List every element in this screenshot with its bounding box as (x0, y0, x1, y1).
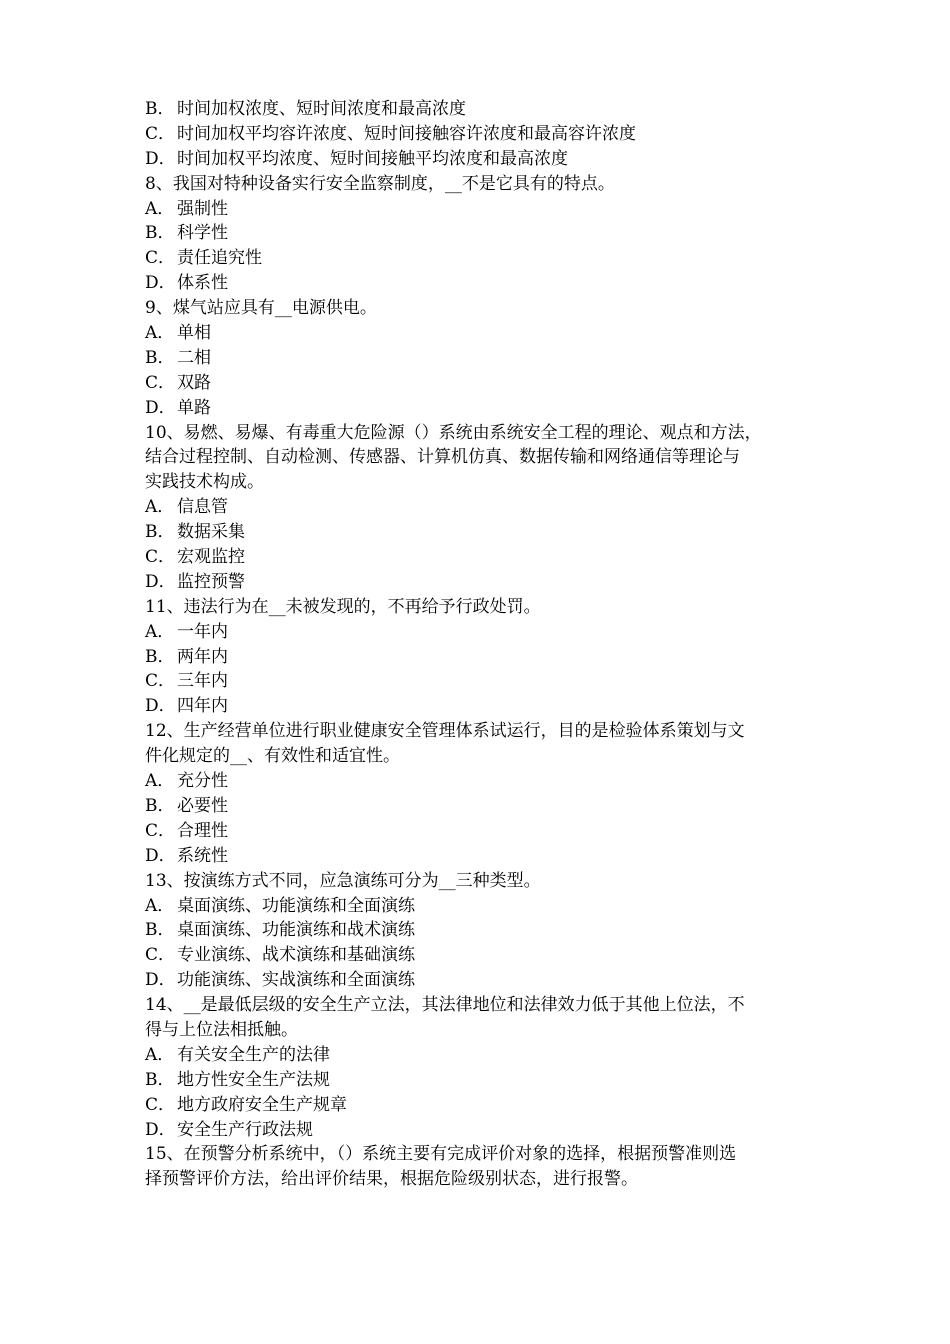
option-row (145, 794, 815, 819)
option-letter: C． (145, 820, 176, 841)
question-text-line: 13、按演练方式不同，应急演练可分为__三种类型。 (145, 870, 541, 891)
question-text-line: 14、__是最低层级的安全生产立法，其法律地位和法律效力低于其他上位法，不 (145, 995, 745, 1016)
option-text: 四年内 (177, 696, 228, 717)
question-text-line: 件化规定的__、有效性和适宜性。 (145, 746, 400, 767)
option-letter: D． (145, 696, 176, 717)
option-text: 双路 (177, 372, 211, 393)
option-text: 合理性 (177, 820, 228, 841)
option-row (145, 246, 815, 271)
option-letter: C． (145, 1094, 176, 1115)
option-row (145, 943, 815, 968)
option-letter: A． (145, 771, 175, 792)
option-letter: D． (145, 571, 176, 592)
option-text: 监控预警 (177, 571, 245, 592)
option-letter: C． (145, 547, 176, 568)
question-text-line: 择预警评价方法，给出评价结果，根据危险级别状态，进行报警。 (145, 1169, 638, 1190)
option-row (145, 645, 815, 670)
option-row (145, 122, 815, 147)
option-letter: B． (145, 99, 175, 119)
option-row (145, 271, 815, 296)
option-letter: C． (145, 372, 176, 393)
option-letter: B． (145, 347, 175, 368)
question-block (145, 172, 815, 296)
option-text: 单路 (177, 397, 211, 418)
option-row (145, 844, 815, 869)
option-letter: A． (145, 323, 175, 344)
option-text: 地方政府安全生产规章 (177, 1094, 347, 1115)
question-text-line: 10、易燃、易爆、有毒重大危险源（）系统由系统安全工程的理论、观点和方法， (145, 422, 762, 443)
question-block (145, 296, 815, 420)
option-letter: A． (145, 895, 175, 916)
option-text: 地方性安全生产法规 (177, 1069, 330, 1090)
option-row (145, 371, 815, 396)
question-block (145, 993, 815, 1142)
option-row (145, 520, 815, 545)
option-letter: D． (145, 970, 176, 991)
option-letter: B． (145, 646, 175, 667)
option-letter: B． (145, 920, 175, 941)
option-letter: C． (145, 248, 176, 269)
option-text: 宏观监控 (177, 547, 245, 568)
option-row (145, 918, 815, 943)
option-letter: A． (145, 198, 175, 219)
question-text-line: 实践技术构成。 (145, 472, 264, 493)
option-letter: B． (145, 795, 175, 816)
document-page (145, 97, 815, 1192)
option-text: 一年内 (177, 621, 228, 642)
option-row (145, 97, 815, 122)
option-row (145, 1118, 815, 1143)
option-text: 充分性 (177, 771, 228, 792)
option-row (145, 396, 815, 421)
option-text: 数据采集 (177, 522, 245, 543)
question-block (145, 719, 815, 868)
option-row (145, 321, 815, 346)
lead-options (145, 97, 815, 172)
option-row (145, 1043, 815, 1068)
option-letter: B． (145, 223, 175, 244)
option-row (145, 620, 815, 645)
option-text: 单相 (177, 323, 211, 344)
option-letter: B． (145, 1069, 175, 1090)
option-row (145, 346, 815, 371)
option-text: 时间加权平均容许浓度、短时间接触容许浓度和最高容许浓度 (177, 123, 636, 144)
option-row (145, 819, 815, 844)
option-text: 专业演练、战术演练和基础演练 (177, 945, 415, 966)
question-text-line: 9、煤气站应具有__电源供电。 (145, 298, 377, 319)
question-block (145, 421, 815, 595)
question-text-line: 结合过程控制、自动检测、传感器、计算机仿真、数据传输和网络通信等理论与 (145, 447, 740, 468)
option-row (145, 221, 815, 246)
option-letter: B． (145, 522, 175, 543)
option-row (145, 197, 815, 222)
option-text: 责任追究性 (177, 248, 262, 269)
question-block (145, 1142, 815, 1192)
option-text: 两年内 (177, 646, 228, 667)
option-text: 科学性 (177, 223, 228, 244)
option-text: 信息管 (177, 497, 228, 518)
option-text: 有关安全生产的法律 (177, 1044, 330, 1065)
option-letter: C． (145, 671, 176, 692)
option-letter: A． (145, 1044, 175, 1065)
option-letter: D． (145, 148, 176, 169)
option-letter: A． (145, 621, 175, 642)
option-text: 三年内 (177, 671, 228, 692)
option-text: 二相 (177, 347, 211, 368)
option-letter: C． (145, 945, 176, 966)
option-text: 桌面演练、功能演练和全面演练 (177, 895, 415, 916)
question-text-line: 15、在预警分析系统中，（）系统主要有完成评价对象的选择，根据预警准则选 (145, 1144, 737, 1165)
option-row (145, 669, 815, 694)
option-text: 桌面演练、功能演练和战术演练 (177, 920, 415, 941)
question-text-line: 8、我国对特种设备实行安全监察制度，__不是它具有的特点。 (145, 173, 615, 194)
option-text: 时间加权平均浓度、短时间接触平均浓度和最高浓度 (177, 148, 568, 169)
option-letter: D． (145, 845, 176, 866)
option-text: 功能演练、实战演练和全面演练 (177, 970, 415, 991)
question-block (145, 869, 815, 993)
option-row (145, 147, 815, 172)
option-text: 系统性 (177, 845, 228, 866)
question-text-line: 12、生产经营单位进行职业健康安全管理体系试运行，目的是检验体系策划与文 (145, 721, 745, 742)
option-row (145, 694, 815, 719)
option-row (145, 968, 815, 993)
option-letter: D． (145, 273, 176, 294)
option-text: 安全生产行政法规 (177, 1119, 313, 1140)
option-row (145, 570, 815, 595)
option-row (145, 1093, 815, 1118)
option-letter: C． (145, 123, 176, 144)
option-letter: D． (145, 1119, 176, 1140)
option-text: 强制性 (177, 198, 228, 219)
option-text: 时间加权浓度、短时间浓度和最高浓度 (177, 99, 466, 119)
option-row (145, 495, 815, 520)
question-text-line: 11、违法行为在__未被发现的，不再给予行政处罚。 (145, 596, 541, 617)
option-text: 必要性 (177, 795, 228, 816)
question-list (145, 172, 815, 1193)
option-row (145, 894, 815, 919)
option-text: 体系性 (177, 273, 228, 294)
option-row (145, 545, 815, 570)
option-row (145, 1068, 815, 1093)
option-letter: A． (145, 497, 175, 518)
option-letter: D． (145, 397, 176, 418)
question-text-line: 得与上位法相抵触。 (145, 1019, 298, 1040)
question-block (145, 595, 815, 719)
option-row (145, 769, 815, 794)
